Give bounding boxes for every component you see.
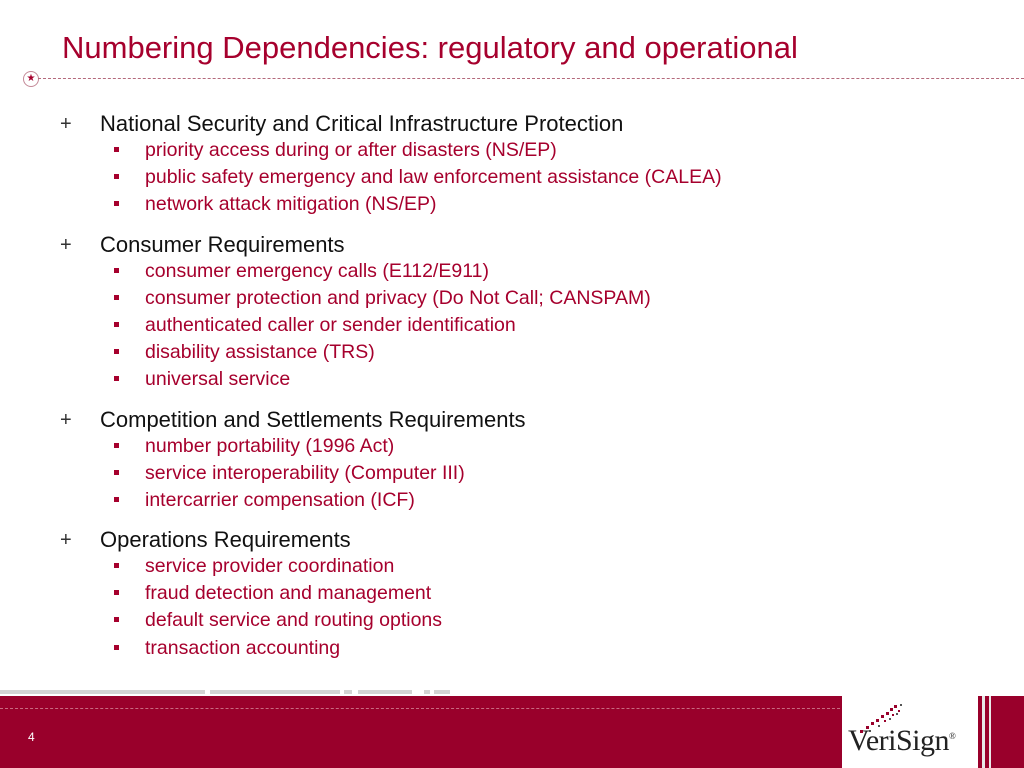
section-heading <box>60 407 980 434</box>
list-item <box>60 554 980 581</box>
square-bullet-icon <box>114 322 119 327</box>
section-heading <box>60 527 980 554</box>
list-item <box>60 367 980 394</box>
section-heading <box>60 232 980 259</box>
square-bullet-icon <box>114 617 119 622</box>
title-marker-icon: ★ <box>23 71 39 87</box>
plus-icon: + <box>60 233 72 256</box>
section-heading <box>60 111 980 138</box>
logo-side-stripe <box>989 696 991 768</box>
list-item <box>60 581 980 608</box>
square-bullet-icon <box>114 295 119 300</box>
title-divider <box>38 78 1024 79</box>
square-bullet-icon <box>114 497 119 502</box>
square-bullet-icon <box>114 590 119 595</box>
logo-side-stripe <box>982 696 985 768</box>
list-item <box>60 165 980 192</box>
square-bullet-icon <box>114 201 119 206</box>
section <box>60 527 980 663</box>
section <box>60 232 980 395</box>
list-item-text: universal service <box>145 368 291 391</box>
logo-text: VeriSign <box>848 724 949 757</box>
footer-strip-segment <box>358 690 412 694</box>
page-number: 4 <box>28 730 35 744</box>
list-item <box>60 259 980 286</box>
list-item-text: public safety emergency and law enforcement assistance (CALEA) <box>145 166 722 189</box>
list-item-text: service interoperability (Computer III) <box>145 461 465 484</box>
list-item-text: fraud detection and management <box>145 582 432 605</box>
list-item <box>60 608 980 635</box>
list-item-text: network attack mitigation (NS/EP) <box>145 193 437 216</box>
section-heading-text: Competition and Settlements Requirements <box>100 406 526 432</box>
square-bullet-icon <box>114 443 119 448</box>
footer-strip-segment <box>424 690 430 694</box>
list-item-text: consumer protection and privacy (Do Not Call; CANSPAM) <box>145 286 651 309</box>
list-item <box>60 192 980 219</box>
square-bullet-icon <box>114 645 119 650</box>
list-item <box>60 313 980 340</box>
list-item-text: default service and routing options <box>145 609 443 632</box>
footer-bar <box>0 696 1024 768</box>
list-item <box>60 138 980 165</box>
footer-divider <box>0 708 840 709</box>
square-bullet-icon <box>114 147 119 152</box>
list-item-text: transaction accounting <box>145 636 341 659</box>
list-item <box>60 461 980 488</box>
section <box>60 111 980 220</box>
plus-icon: + <box>60 529 72 552</box>
list-item <box>60 488 980 515</box>
list-item-text: number portability (1996 Act) <box>145 434 395 457</box>
list-item-text: service provider coordination <box>145 555 395 578</box>
list-item <box>60 340 980 367</box>
list-item-text: intercarrier compensation (ICF) <box>145 488 415 511</box>
footer-strip-segment <box>434 690 450 694</box>
list-item <box>60 636 980 663</box>
list-item-text: authenticated caller or sender identification <box>145 313 516 336</box>
section-heading-text: Consumer Requirements <box>100 231 345 257</box>
footer-strip-segment <box>344 690 352 694</box>
square-bullet-icon <box>114 470 119 475</box>
verisign-logo <box>842 696 978 768</box>
square-bullet-icon <box>114 349 119 354</box>
slide-title: Numbering Dependencies: regulatory and operational <box>62 30 798 65</box>
list-item-text: consumer emergency calls (E112/E911) <box>145 259 489 282</box>
section-heading-text: National Security and Critical Infrastructure Protection <box>100 111 624 136</box>
logo-wordmark <box>848 724 955 758</box>
section-heading-text: Operations Requirements <box>100 527 351 553</box>
plus-icon: + <box>60 408 72 431</box>
logo-registered-mark: ® <box>949 731 956 741</box>
slide-body <box>60 111 980 675</box>
square-bullet-icon <box>114 376 119 381</box>
plus-icon: + <box>60 113 72 135</box>
square-bullet-icon <box>114 268 119 273</box>
list-item <box>60 286 980 313</box>
section <box>60 407 980 516</box>
list-item-text: disability assistance (TRS) <box>145 341 375 364</box>
square-bullet-icon <box>114 563 119 568</box>
list-item <box>60 434 980 461</box>
square-bullet-icon <box>114 174 119 179</box>
list-item-text: priority access during or after disasters (NS/EP) <box>145 139 557 161</box>
footer-strip-segment <box>0 690 205 694</box>
footer-strip-segment <box>210 690 340 694</box>
